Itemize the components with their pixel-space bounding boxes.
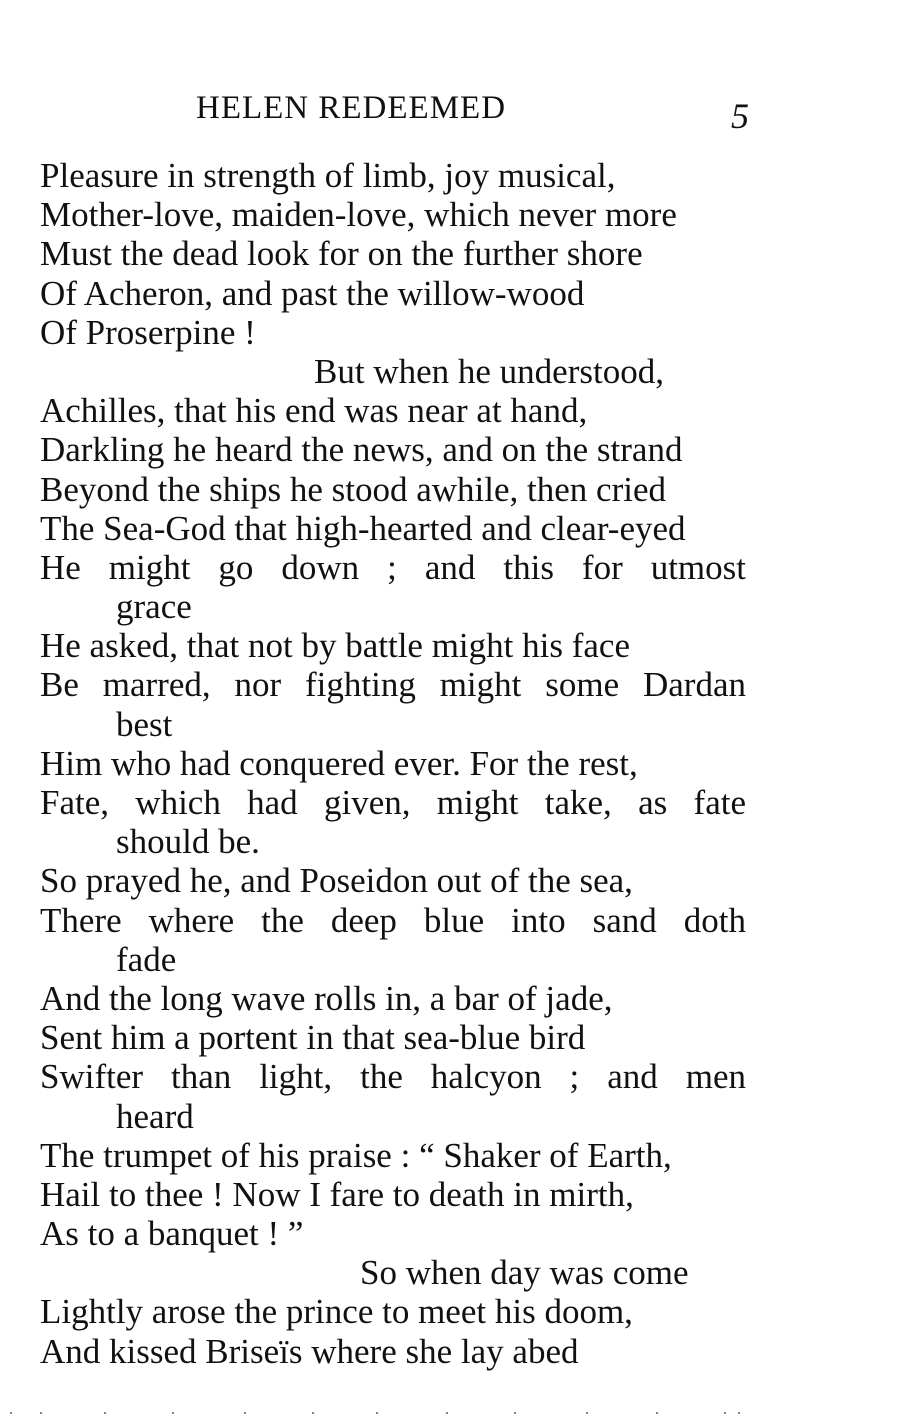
verse-turnover: heard [116, 1096, 194, 1136]
verse-line: The Sea-God that high-hearted and clear-eyed [40, 508, 686, 548]
verse-line: Fate, which had given, might take, as fate [40, 783, 746, 822]
verse-turnover: best [116, 704, 173, 744]
speck [586, 1412, 588, 1414]
verse-turnover: grace [116, 587, 192, 627]
verse-line: Of Proserpine ! [40, 312, 256, 352]
speck [40, 1412, 42, 1414]
verse-line: And kissed Briseïs where she lay abed [40, 1331, 579, 1371]
verse-line: Pleasure in strength of limb, joy musical, [40, 156, 616, 195]
verse-line: Of Acheron, and past the willow-wood [40, 273, 585, 313]
speck [376, 1412, 378, 1414]
verse-line: Swifter than light, the halcyon ; and men [40, 1057, 746, 1097]
verse-line: The trumpet of his praise : “ Shaker of Earth, [40, 1135, 672, 1175]
running-head [0, 86, 900, 136]
speck [446, 1412, 448, 1414]
verse-line: Sent him a portent in that sea-blue bird [40, 1018, 586, 1058]
verse-line: Hail to thee ! Now I fare to death in mirth, [40, 1174, 634, 1214]
speck [738, 1412, 740, 1414]
scan-edge-specks [0, 1412, 900, 1414]
page-number: 5 [731, 96, 749, 136]
speck [10, 1412, 12, 1414]
running-title: HELEN REDEEMED [196, 90, 507, 126]
verse-line: So prayed he, and Poseidon out of the sea, [40, 861, 633, 901]
poem-text [40, 156, 752, 1371]
verse-line: Lightly arose the prince to meet his doom, [40, 1292, 633, 1332]
speck [244, 1412, 246, 1414]
speck [104, 1412, 106, 1414]
verse-line: Beyond the ships he stood awhile, then cried [40, 469, 666, 509]
speck [312, 1412, 314, 1414]
verse-turnover: fade [116, 939, 177, 979]
verse-line: Him who had conquered ever. For the rest, [40, 743, 638, 783]
verse-line: And the long wave rolls in, a bar of jade, [40, 978, 613, 1018]
verse-line: Darkling he heard the news, and on the strand [40, 430, 683, 470]
verse-line: Mother-love, maiden-love, which never more [40, 195, 677, 235]
speck [724, 1412, 726, 1414]
verse-line: He might go down ; and this for utmost [40, 547, 746, 587]
speck [514, 1412, 516, 1414]
verse-line: As to a banquet ! ” [40, 1214, 304, 1254]
verse-line-half: So when day was come [360, 1253, 689, 1293]
speck [656, 1412, 658, 1414]
speck [172, 1412, 174, 1414]
verse-line: He asked, that not by battle might his face [40, 626, 630, 666]
verse-line: Be marred, nor fighting might some Dardan [40, 665, 746, 705]
verse-line: There where the deep blue into sand doth [40, 900, 746, 940]
verse-line: Achilles, that his end was near at hand, [40, 391, 588, 431]
verse-line: Must the dead look for on the further shore [40, 234, 643, 274]
verse-line-half: But when he understood, [314, 351, 664, 391]
verse-turnover: should be. [116, 822, 260, 862]
